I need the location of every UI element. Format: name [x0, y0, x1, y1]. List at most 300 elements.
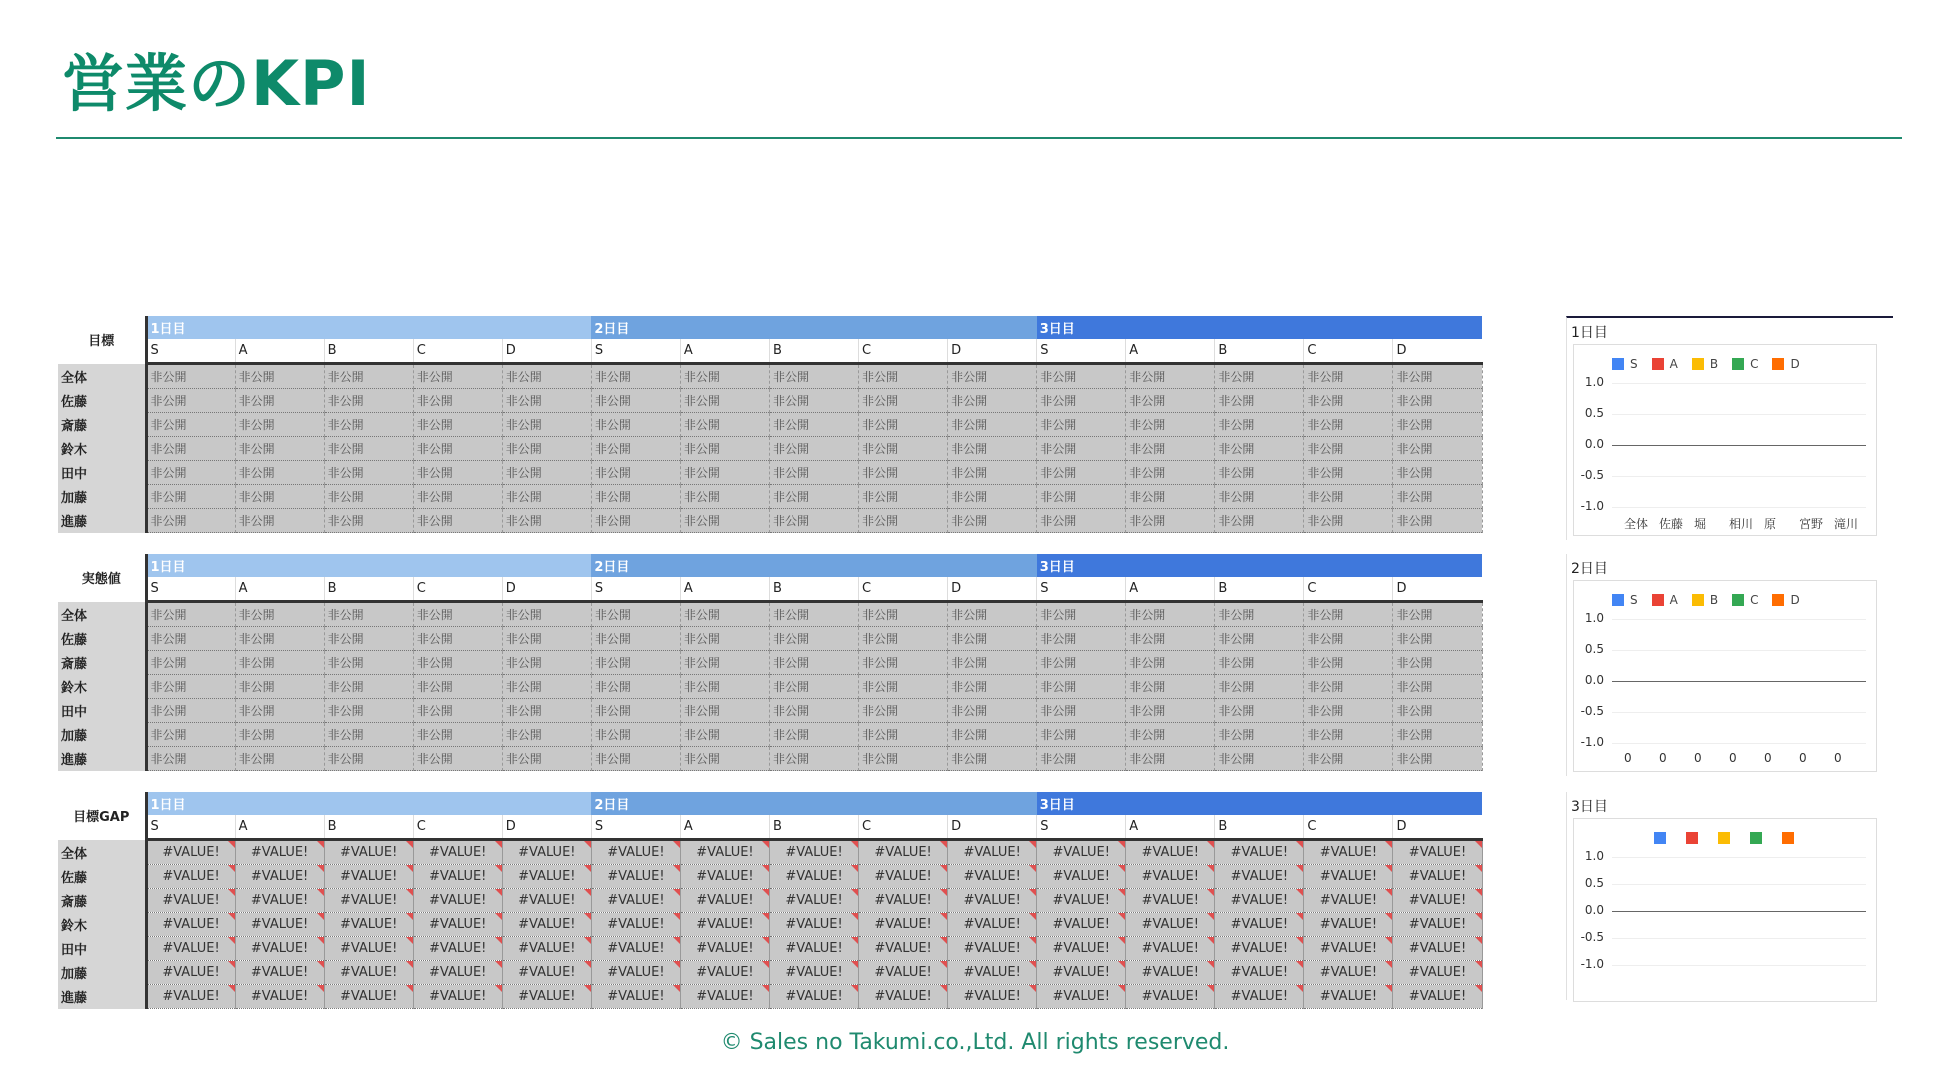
data-cell[interactable]: #VALUE!	[324, 889, 413, 913]
data-cell[interactable]: 非公開	[680, 461, 769, 485]
data-cell[interactable]: #VALUE!	[502, 913, 591, 937]
data-cell[interactable]: 非公開	[1304, 413, 1393, 437]
data-cell[interactable]: #VALUE!	[1037, 937, 1126, 961]
data-cell[interactable]: 非公開	[413, 413, 502, 437]
data-cell[interactable]: 非公開	[1037, 389, 1126, 413]
data-cell[interactable]: #VALUE!	[413, 937, 502, 961]
data-cell[interactable]: 非公開	[1037, 627, 1126, 651]
data-cell[interactable]: 非公開	[1393, 437, 1482, 461]
data-cell[interactable]: 非公開	[948, 437, 1037, 461]
data-cell[interactable]: #VALUE!	[413, 913, 502, 937]
data-cell[interactable]: 非公開	[324, 485, 413, 509]
data-cell[interactable]: 非公開	[1215, 602, 1304, 627]
data-cell[interactable]: 非公開	[1126, 602, 1215, 627]
data-cell[interactable]: 非公開	[413, 651, 502, 675]
data-cell[interactable]: 非公開	[1215, 485, 1304, 509]
data-cell[interactable]: 非公開	[324, 747, 413, 771]
data-cell[interactable]: 非公開	[859, 675, 948, 699]
data-cell[interactable]: 非公開	[1393, 651, 1482, 675]
data-cell[interactable]: 非公開	[859, 437, 948, 461]
data-cell[interactable]: 非公開	[235, 485, 324, 509]
data-cell[interactable]: 非公開	[1393, 461, 1482, 485]
data-cell[interactable]: 非公開	[146, 509, 235, 533]
data-cell[interactable]: #VALUE!	[1393, 840, 1482, 865]
data-cell[interactable]: 非公開	[502, 485, 591, 509]
data-cell[interactable]: #VALUE!	[1393, 889, 1482, 913]
data-cell[interactable]: 非公開	[948, 699, 1037, 723]
data-cell[interactable]: #VALUE!	[146, 961, 235, 985]
data-cell[interactable]: #VALUE!	[235, 961, 324, 985]
data-cell[interactable]: 非公開	[769, 723, 858, 747]
data-cell[interactable]: 非公開	[591, 627, 680, 651]
data-cell[interactable]: 非公開	[324, 413, 413, 437]
data-cell[interactable]: #VALUE!	[680, 913, 769, 937]
data-cell[interactable]: #VALUE!	[1304, 961, 1393, 985]
data-cell[interactable]: 非公開	[413, 723, 502, 747]
data-cell[interactable]: 非公開	[1126, 509, 1215, 533]
data-cell[interactable]: 非公開	[948, 509, 1037, 533]
data-cell[interactable]: #VALUE!	[769, 889, 858, 913]
data-cell[interactable]: 非公開	[413, 509, 502, 533]
data-cell[interactable]: 非公開	[591, 389, 680, 413]
data-cell[interactable]: 非公開	[324, 675, 413, 699]
data-cell[interactable]: 非公開	[1126, 364, 1215, 389]
data-cell[interactable]: #VALUE!	[948, 840, 1037, 865]
data-cell[interactable]: #VALUE!	[1304, 937, 1393, 961]
data-cell[interactable]: 非公開	[680, 602, 769, 627]
data-cell[interactable]: 非公開	[324, 602, 413, 627]
data-cell[interactable]: 非公開	[1037, 651, 1126, 675]
data-cell[interactable]: 非公開	[235, 627, 324, 651]
data-cell[interactable]: 非公開	[859, 651, 948, 675]
data-cell[interactable]: 非公開	[1037, 461, 1126, 485]
data-cell[interactable]: 非公開	[859, 461, 948, 485]
data-cell[interactable]: #VALUE!	[146, 865, 235, 889]
data-cell[interactable]: 非公開	[591, 485, 680, 509]
data-cell[interactable]: #VALUE!	[769, 913, 858, 937]
data-cell[interactable]: 非公開	[1393, 747, 1482, 771]
data-cell[interactable]: 非公開	[1304, 627, 1393, 651]
data-cell[interactable]: #VALUE!	[948, 937, 1037, 961]
data-cell[interactable]: #VALUE!	[1215, 961, 1304, 985]
data-cell[interactable]: #VALUE!	[1304, 985, 1393, 1009]
data-cell[interactable]: 非公開	[1215, 509, 1304, 533]
data-cell[interactable]: 非公開	[1393, 699, 1482, 723]
data-cell[interactable]: 非公開	[502, 364, 591, 389]
data-cell[interactable]: 非公開	[948, 747, 1037, 771]
data-cell[interactable]: 非公開	[769, 747, 858, 771]
data-cell[interactable]: #VALUE!	[680, 840, 769, 865]
data-cell[interactable]: 非公開	[413, 485, 502, 509]
data-cell[interactable]: 非公開	[948, 389, 1037, 413]
data-cell[interactable]: 非公開	[1304, 437, 1393, 461]
data-cell[interactable]: 非公開	[680, 651, 769, 675]
data-cell[interactable]: 非公開	[1215, 651, 1304, 675]
data-cell[interactable]: 非公開	[324, 627, 413, 651]
data-cell[interactable]: #VALUE!	[146, 937, 235, 961]
data-cell[interactable]: 非公開	[859, 389, 948, 413]
data-cell[interactable]: #VALUE!	[859, 937, 948, 961]
data-cell[interactable]: 非公開	[324, 437, 413, 461]
data-cell[interactable]: 非公開	[680, 413, 769, 437]
data-cell[interactable]: 非公開	[1393, 364, 1482, 389]
data-cell[interactable]: #VALUE!	[1393, 913, 1482, 937]
data-cell[interactable]: #VALUE!	[680, 889, 769, 913]
data-cell[interactable]: #VALUE!	[146, 985, 235, 1009]
data-cell[interactable]: 非公開	[769, 627, 858, 651]
data-cell[interactable]: 非公開	[591, 723, 680, 747]
data-cell[interactable]: 非公開	[502, 413, 591, 437]
data-cell[interactable]: 非公開	[769, 413, 858, 437]
data-cell[interactable]: 非公開	[1126, 699, 1215, 723]
data-cell[interactable]: #VALUE!	[324, 913, 413, 937]
data-cell[interactable]: 非公開	[1215, 747, 1304, 771]
data-cell[interactable]: #VALUE!	[769, 865, 858, 889]
data-cell[interactable]: #VALUE!	[859, 889, 948, 913]
data-cell[interactable]: 非公開	[1304, 747, 1393, 771]
data-cell[interactable]: 非公開	[413, 627, 502, 651]
data-cell[interactable]: 非公開	[680, 485, 769, 509]
data-cell[interactable]: 非公開	[235, 413, 324, 437]
data-cell[interactable]: 非公開	[591, 699, 680, 723]
data-cell[interactable]: #VALUE!	[324, 985, 413, 1009]
data-cell[interactable]: #VALUE!	[948, 889, 1037, 913]
data-cell[interactable]: #VALUE!	[1393, 985, 1482, 1009]
data-cell[interactable]: #VALUE!	[1215, 865, 1304, 889]
data-cell[interactable]: #VALUE!	[1304, 889, 1393, 913]
data-cell[interactable]: 非公開	[948, 675, 1037, 699]
data-cell[interactable]: #VALUE!	[591, 937, 680, 961]
data-cell[interactable]: 非公開	[591, 651, 680, 675]
data-cell[interactable]: #VALUE!	[1393, 865, 1482, 889]
data-cell[interactable]: 非公開	[1126, 627, 1215, 651]
data-cell[interactable]: 非公開	[1215, 437, 1304, 461]
data-cell[interactable]: #VALUE!	[146, 889, 235, 913]
data-cell[interactable]: 非公開	[1215, 413, 1304, 437]
data-cell[interactable]: 非公開	[502, 627, 591, 651]
data-cell[interactable]: 非公開	[146, 437, 235, 461]
data-cell[interactable]: #VALUE!	[769, 937, 858, 961]
data-cell[interactable]: 非公開	[146, 675, 235, 699]
data-cell[interactable]: 非公開	[1215, 675, 1304, 699]
data-cell[interactable]: 非公開	[502, 747, 591, 771]
data-cell[interactable]: 非公開	[235, 699, 324, 723]
data-cell[interactable]: 非公開	[413, 389, 502, 413]
data-cell[interactable]: #VALUE!	[502, 889, 591, 913]
data-cell[interactable]: 非公開	[146, 461, 235, 485]
data-cell[interactable]: 非公開	[413, 675, 502, 699]
data-cell[interactable]: 非公開	[502, 437, 591, 461]
data-cell[interactable]: #VALUE!	[859, 985, 948, 1009]
data-cell[interactable]: #VALUE!	[1304, 840, 1393, 865]
data-cell[interactable]: 非公開	[769, 509, 858, 533]
data-cell[interactable]: #VALUE!	[680, 937, 769, 961]
data-cell[interactable]: 非公開	[1126, 485, 1215, 509]
data-cell[interactable]: 非公開	[413, 602, 502, 627]
data-cell[interactable]: 非公開	[1037, 413, 1126, 437]
data-cell[interactable]: #VALUE!	[769, 961, 858, 985]
data-cell[interactable]: #VALUE!	[1037, 889, 1126, 913]
data-cell[interactable]: 非公開	[1037, 675, 1126, 699]
data-cell[interactable]: 非公開	[146, 389, 235, 413]
data-cell[interactable]: 非公開	[235, 723, 324, 747]
data-cell[interactable]: #VALUE!	[324, 937, 413, 961]
data-cell[interactable]: 非公開	[324, 509, 413, 533]
data-cell[interactable]: #VALUE!	[769, 840, 858, 865]
data-cell[interactable]: #VALUE!	[948, 913, 1037, 937]
data-cell[interactable]: 非公開	[1215, 461, 1304, 485]
data-cell[interactable]: #VALUE!	[1215, 913, 1304, 937]
data-cell[interactable]: #VALUE!	[591, 840, 680, 865]
data-cell[interactable]: 非公開	[1304, 699, 1393, 723]
data-cell[interactable]: 非公開	[1126, 723, 1215, 747]
data-cell[interactable]: #VALUE!	[591, 889, 680, 913]
data-cell[interactable]: #VALUE!	[413, 889, 502, 913]
data-cell[interactable]: #VALUE!	[591, 913, 680, 937]
data-cell[interactable]: 非公開	[1393, 485, 1482, 509]
data-cell[interactable]: #VALUE!	[235, 889, 324, 913]
data-cell[interactable]: 非公開	[413, 699, 502, 723]
data-cell[interactable]: #VALUE!	[680, 985, 769, 1009]
data-cell[interactable]: #VALUE!	[1215, 985, 1304, 1009]
data-cell[interactable]: 非公開	[235, 461, 324, 485]
data-cell[interactable]: 非公開	[1304, 364, 1393, 389]
data-cell[interactable]: 非公開	[591, 437, 680, 461]
data-cell[interactable]: 非公開	[680, 699, 769, 723]
data-cell[interactable]: 非公開	[502, 461, 591, 485]
data-cell[interactable]: 非公開	[502, 602, 591, 627]
data-cell[interactable]: #VALUE!	[1215, 937, 1304, 961]
data-cell[interactable]: 非公開	[1126, 651, 1215, 675]
data-cell[interactable]: #VALUE!	[235, 937, 324, 961]
data-cell[interactable]: 非公開	[146, 747, 235, 771]
data-cell[interactable]: #VALUE!	[413, 840, 502, 865]
data-cell[interactable]: 非公開	[769, 675, 858, 699]
data-cell[interactable]: 非公開	[502, 389, 591, 413]
data-cell[interactable]: 非公開	[1126, 461, 1215, 485]
data-cell[interactable]: 非公開	[948, 651, 1037, 675]
data-cell[interactable]: 非公開	[948, 627, 1037, 651]
data-cell[interactable]: 非公開	[413, 437, 502, 461]
data-cell[interactable]: #VALUE!	[591, 961, 680, 985]
data-cell[interactable]: #VALUE!	[502, 961, 591, 985]
data-cell[interactable]: 非公開	[948, 413, 1037, 437]
data-cell[interactable]: #VALUE!	[1037, 961, 1126, 985]
data-cell[interactable]: 非公開	[769, 485, 858, 509]
data-cell[interactable]: 非公開	[859, 413, 948, 437]
data-cell[interactable]: 非公開	[413, 364, 502, 389]
data-cell[interactable]: 非公開	[235, 437, 324, 461]
data-cell[interactable]: 非公開	[769, 699, 858, 723]
data-cell[interactable]: #VALUE!	[324, 961, 413, 985]
data-cell[interactable]: #VALUE!	[591, 985, 680, 1009]
data-cell[interactable]: 非公開	[591, 509, 680, 533]
data-cell[interactable]: #VALUE!	[680, 961, 769, 985]
data-cell[interactable]: 非公開	[146, 627, 235, 651]
data-cell[interactable]: 非公開	[235, 651, 324, 675]
data-cell[interactable]: 非公開	[1037, 747, 1126, 771]
data-cell[interactable]: 非公開	[146, 602, 235, 627]
data-cell[interactable]: 非公開	[591, 364, 680, 389]
data-cell[interactable]: #VALUE!	[591, 865, 680, 889]
data-cell[interactable]: 非公開	[680, 747, 769, 771]
data-cell[interactable]: 非公開	[1304, 389, 1393, 413]
data-cell[interactable]: 非公開	[680, 389, 769, 413]
data-cell[interactable]: 非公開	[146, 413, 235, 437]
data-cell[interactable]: 非公開	[1393, 413, 1482, 437]
data-cell[interactable]: #VALUE!	[1126, 985, 1215, 1009]
data-cell[interactable]: #VALUE!	[1126, 840, 1215, 865]
data-cell[interactable]: 非公開	[1304, 485, 1393, 509]
data-cell[interactable]: 非公開	[502, 699, 591, 723]
data-cell[interactable]: 非公開	[1037, 602, 1126, 627]
data-cell[interactable]: #VALUE!	[146, 840, 235, 865]
data-cell[interactable]: 非公開	[948, 602, 1037, 627]
data-cell[interactable]: 非公開	[1037, 723, 1126, 747]
data-cell[interactable]: 非公開	[235, 747, 324, 771]
data-cell[interactable]: #VALUE!	[235, 985, 324, 1009]
data-cell[interactable]: 非公開	[235, 364, 324, 389]
data-cell[interactable]: 非公開	[1126, 747, 1215, 771]
data-cell[interactable]: 非公開	[1037, 699, 1126, 723]
data-cell[interactable]: 非公開	[769, 602, 858, 627]
data-cell[interactable]: #VALUE!	[1126, 961, 1215, 985]
data-cell[interactable]: 非公開	[1126, 413, 1215, 437]
data-cell[interactable]: 非公開	[1215, 627, 1304, 651]
data-cell[interactable]: 非公開	[1393, 389, 1482, 413]
data-cell[interactable]: 非公開	[1304, 602, 1393, 627]
data-cell[interactable]: #VALUE!	[1037, 985, 1126, 1009]
data-cell[interactable]: #VALUE!	[413, 961, 502, 985]
data-cell[interactable]: 非公開	[1126, 389, 1215, 413]
data-cell[interactable]: 非公開	[948, 723, 1037, 747]
data-cell[interactable]: 非公開	[680, 364, 769, 389]
data-cell[interactable]: 非公開	[235, 509, 324, 533]
data-cell[interactable]: 非公開	[1126, 437, 1215, 461]
data-cell[interactable]: 非公開	[1037, 364, 1126, 389]
data-cell[interactable]: 非公開	[146, 723, 235, 747]
data-cell[interactable]: #VALUE!	[680, 865, 769, 889]
data-cell[interactable]: #VALUE!	[146, 913, 235, 937]
data-cell[interactable]: #VALUE!	[1037, 865, 1126, 889]
data-cell[interactable]: 非公開	[859, 364, 948, 389]
data-cell[interactable]: #VALUE!	[1304, 913, 1393, 937]
data-cell[interactable]: 非公開	[1215, 364, 1304, 389]
data-cell[interactable]: #VALUE!	[859, 961, 948, 985]
data-cell[interactable]: 非公開	[591, 675, 680, 699]
data-cell[interactable]: #VALUE!	[948, 985, 1037, 1009]
data-cell[interactable]: 非公開	[502, 675, 591, 699]
data-cell[interactable]: 非公開	[948, 485, 1037, 509]
data-cell[interactable]: 非公開	[324, 723, 413, 747]
data-cell[interactable]: 非公開	[502, 509, 591, 533]
data-cell[interactable]: 非公開	[1037, 485, 1126, 509]
data-cell[interactable]: 非公開	[769, 461, 858, 485]
data-cell[interactable]: #VALUE!	[235, 913, 324, 937]
data-cell[interactable]: #VALUE!	[235, 865, 324, 889]
data-cell[interactable]: 非公開	[235, 602, 324, 627]
data-cell[interactable]: #VALUE!	[502, 985, 591, 1009]
data-cell[interactable]: #VALUE!	[1037, 840, 1126, 865]
data-cell[interactable]: 非公開	[1215, 699, 1304, 723]
data-cell[interactable]: 非公開	[1304, 651, 1393, 675]
data-cell[interactable]: #VALUE!	[948, 961, 1037, 985]
data-cell[interactable]: #VALUE!	[1304, 865, 1393, 889]
data-cell[interactable]: 非公開	[948, 461, 1037, 485]
data-cell[interactable]: #VALUE!	[1037, 913, 1126, 937]
data-cell[interactable]: 非公開	[591, 461, 680, 485]
data-cell[interactable]: 非公開	[1393, 723, 1482, 747]
data-cell[interactable]: 非公開	[859, 627, 948, 651]
data-cell[interactable]: 非公開	[680, 675, 769, 699]
data-cell[interactable]: #VALUE!	[859, 840, 948, 865]
data-cell[interactable]: 非公開	[1393, 602, 1482, 627]
data-cell[interactable]: #VALUE!	[502, 937, 591, 961]
data-cell[interactable]: 非公開	[859, 747, 948, 771]
data-cell[interactable]: #VALUE!	[1393, 961, 1482, 985]
data-cell[interactable]: 非公開	[324, 364, 413, 389]
data-cell[interactable]: 非公開	[324, 651, 413, 675]
data-cell[interactable]: #VALUE!	[1126, 913, 1215, 937]
data-cell[interactable]: #VALUE!	[1393, 937, 1482, 961]
data-cell[interactable]: 非公開	[1393, 675, 1482, 699]
data-cell[interactable]: #VALUE!	[1215, 889, 1304, 913]
data-cell[interactable]: 非公開	[235, 389, 324, 413]
data-cell[interactable]: #VALUE!	[413, 985, 502, 1009]
data-cell[interactable]: 非公開	[1037, 509, 1126, 533]
data-cell[interactable]: 非公開	[502, 651, 591, 675]
data-cell[interactable]: 非公開	[1037, 437, 1126, 461]
data-cell[interactable]: 非公開	[591, 413, 680, 437]
data-cell[interactable]: 非公開	[235, 675, 324, 699]
data-cell[interactable]: #VALUE!	[859, 913, 948, 937]
data-cell[interactable]: #VALUE!	[1126, 865, 1215, 889]
data-cell[interactable]: 非公開	[324, 461, 413, 485]
data-cell[interactable]: 非公開	[859, 509, 948, 533]
data-cell[interactable]: 非公開	[413, 461, 502, 485]
data-cell[interactable]: 非公開	[146, 485, 235, 509]
data-cell[interactable]: #VALUE!	[502, 865, 591, 889]
data-cell[interactable]: 非公開	[859, 699, 948, 723]
data-cell[interactable]: 非公開	[1393, 509, 1482, 533]
data-cell[interactable]: 非公開	[324, 389, 413, 413]
data-cell[interactable]: #VALUE!	[1126, 889, 1215, 913]
data-cell[interactable]: 非公開	[680, 437, 769, 461]
data-cell[interactable]: 非公開	[859, 602, 948, 627]
data-cell[interactable]: 非公開	[1126, 675, 1215, 699]
data-cell[interactable]: 非公開	[591, 747, 680, 771]
data-cell[interactable]: 非公開	[413, 747, 502, 771]
data-cell[interactable]: 非公開	[1304, 461, 1393, 485]
data-cell[interactable]: 非公開	[859, 485, 948, 509]
data-cell[interactable]: 非公開	[680, 627, 769, 651]
data-cell[interactable]: 非公開	[948, 364, 1037, 389]
data-cell[interactable]: 非公開	[769, 364, 858, 389]
data-cell[interactable]: 非公開	[1215, 389, 1304, 413]
data-cell[interactable]: #VALUE!	[324, 840, 413, 865]
data-cell[interactable]: 非公開	[1304, 675, 1393, 699]
data-cell[interactable]: 非公開	[591, 602, 680, 627]
data-cell[interactable]: 非公開	[769, 389, 858, 413]
data-cell[interactable]: #VALUE!	[769, 985, 858, 1009]
data-cell[interactable]: 非公開	[680, 723, 769, 747]
data-cell[interactable]: 非公開	[1215, 723, 1304, 747]
data-cell[interactable]: 非公開	[769, 651, 858, 675]
data-cell[interactable]: 非公開	[146, 364, 235, 389]
data-cell[interactable]: 非公開	[680, 509, 769, 533]
data-cell[interactable]: 非公開	[324, 699, 413, 723]
data-cell[interactable]: #VALUE!	[859, 865, 948, 889]
